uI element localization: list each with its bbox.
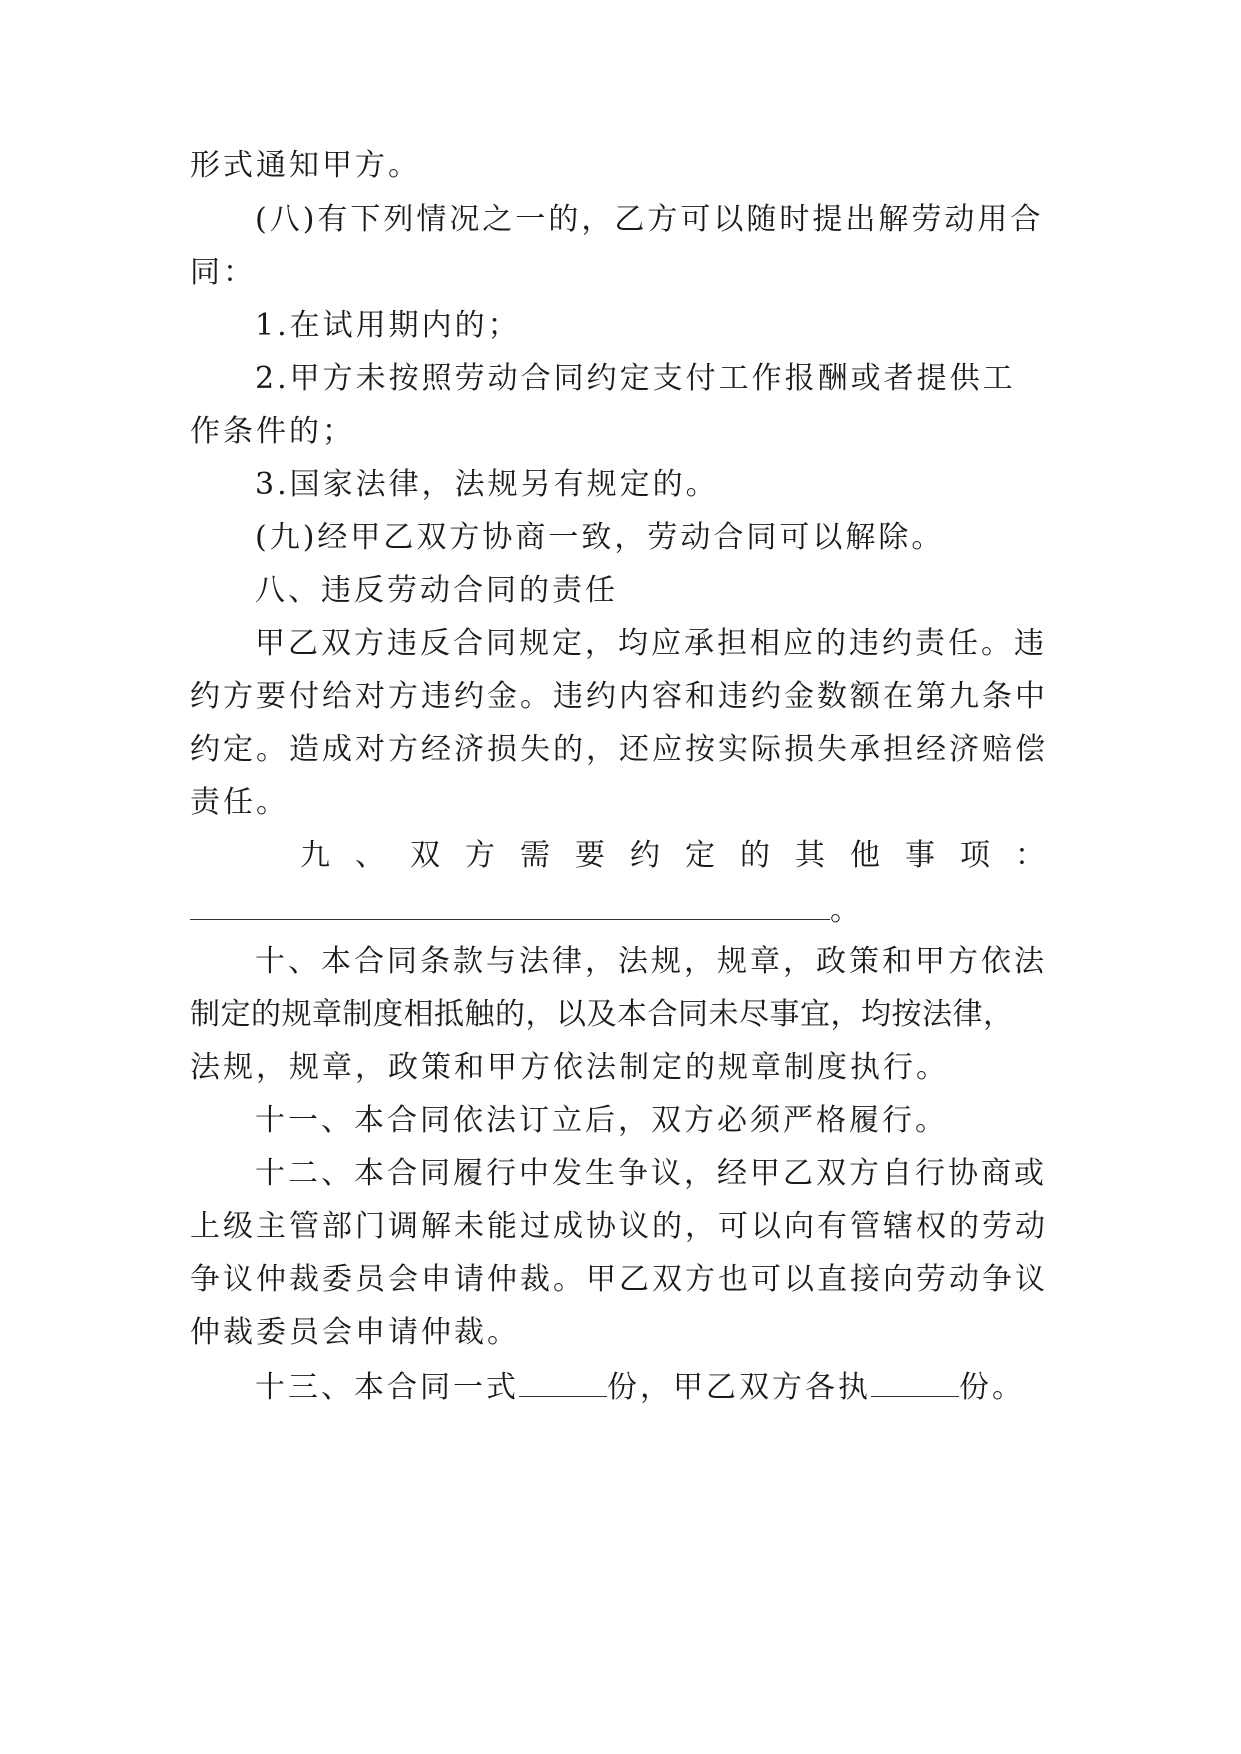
period-mark: 。 (830, 893, 863, 928)
text-line: 法规，规章，政策和甲方依法制定的规章制度执行。 (190, 1050, 949, 1085)
heading-char: 其 (795, 838, 825, 873)
copies-text-3: 份。 (959, 1370, 1025, 1405)
text-line: 责任。 (190, 785, 289, 820)
text-line: 作条件的； (190, 414, 355, 449)
heading-char: 他 (850, 838, 880, 873)
text-line: 仲裁委员会申请仲裁。 (190, 1315, 520, 1350)
heading-char: 九 (300, 838, 330, 873)
heading-char: 双 (410, 838, 440, 873)
text-line: 3.国家法律，法规另有规定的。 (255, 467, 719, 502)
section-heading: 八、违反劳动合同的责任 (255, 573, 618, 608)
blank-underline (871, 1366, 959, 1397)
text-line: 2.甲方未按照劳动合同约定支付工作报酬或者提供工 (255, 361, 1016, 396)
heading-char: 方 (465, 838, 495, 873)
copies-text-2: 份，甲乙双方各执 (607, 1370, 871, 1405)
text-line: 十二、本合同履行中发生争议，经甲乙双方自行协商或 (255, 1156, 1047, 1191)
text-line: 约定。造成对方经济损失的，还应按实际损失承担经济赔偿 (190, 732, 1048, 767)
heading-char: 要 (575, 838, 605, 873)
heading-char: ： (1015, 838, 1045, 873)
blank-underline (190, 889, 830, 920)
section-heading-spaced (300, 836, 1045, 876)
heading-char: 、 (355, 838, 385, 873)
text-line: 十一、本合同依法订立后，双方必须严格履行。 (255, 1103, 948, 1138)
copies-text-1: 十三、本合同一式 (255, 1370, 519, 1405)
text-line: 上级主管部门调解未能过成协议的，可以向有管辖权的劳动 (190, 1209, 1048, 1244)
copies-line (255, 1366, 1050, 1406)
heading-char: 约 (630, 838, 660, 873)
text-line: 1.在试用期内的； (255, 308, 521, 343)
heading-char: 事 (905, 838, 935, 873)
text-line: 约方要付给对方违约金。违约内容和违约金数额在第九条中 (190, 679, 1048, 714)
text-line: 形式通知甲方。 (190, 148, 421, 183)
heading-char: 定 (685, 838, 715, 873)
fill-in-line (190, 889, 1050, 929)
text-line: (八)有下列情况之一的，乙方可以随时提出解劳动用合 (255, 202, 1044, 237)
heading-char: 需 (520, 838, 550, 873)
text-line: 制定的规章制度相抵触的，以及本合同未尽事宜，均按法律， (190, 997, 1014, 1032)
heading-char: 的 (740, 838, 770, 873)
text-line: (九)经甲乙双方协商一致，劳动合同可以解除。 (255, 520, 945, 555)
text-line: 甲乙双方违反合同规定，均应承担相应的违约责任。违 (255, 626, 1047, 661)
text-line: 争议仲裁委员会申请仲裁。甲乙双方也可以直接向劳动争议 (190, 1262, 1048, 1297)
text-line: 同： (190, 255, 256, 290)
blank-underline (519, 1366, 607, 1397)
text-line: 十、本合同条款与法律，法规，规章，政策和甲方依法 (255, 944, 1047, 979)
heading-char: 项 (960, 838, 990, 873)
